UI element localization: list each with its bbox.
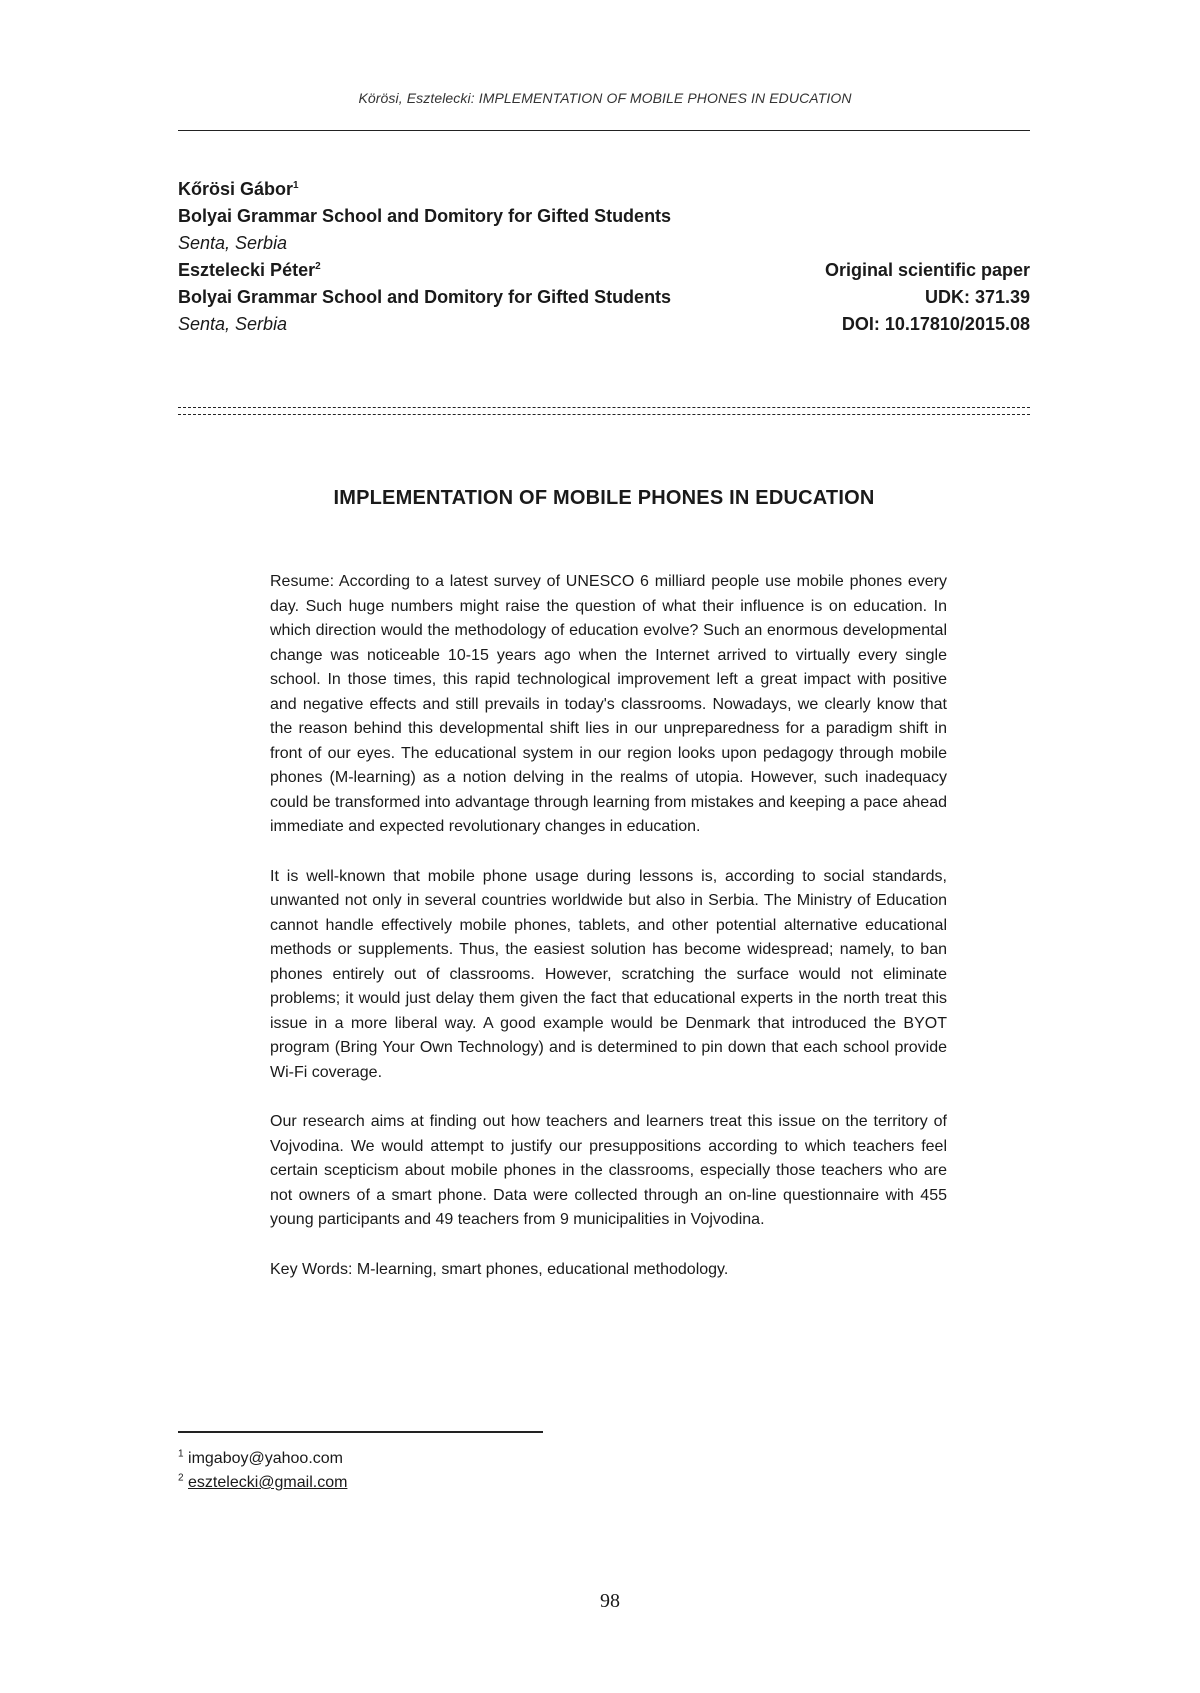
author-2-institution: Bolyai Grammar School and Domitory for Gifted Students: [178, 287, 672, 307]
footnote-mark-2: 2: [315, 261, 321, 272]
footnote-rule: [178, 1431, 543, 1433]
footnotes: [178, 1447, 347, 1495]
author-1-name-line: [178, 176, 1030, 203]
author-1-name: Kőrösi Gábor$^1$: [178, 179, 299, 199]
abstract-paragraph-1: Resume: According to a latest survey of UNESCO 6 milliard people use mobile phones every day. Such huge numbers might raise the question of what their influence is on education. In which direction would the methodology of education evolve? Such an enormous developmental change was noticeable 10-15 years ago when the Internet arrived to virtually every single school. In those times, this rapid technological improvement left a great impact with positive and negative effects and still prevails in today's classrooms. Nowadays, we clearly know that the reason behind this developmental shift lies in our unpreparedness for a paradigm shift in front of our eyes. The educational system in our region looks upon pedagogy through mobile phones (M-learning) as a notion delving in the realms of utopia. However, such inadequacy could be transformed into advantage through learning from mistakes and keeping a pace ahead immediate and expected revolutionary changes in education.: [270, 573, 947, 835]
keywords: Key Words: M-learning, smart phones, educational methodology.: [270, 1260, 729, 1278]
author-1-institution: Bolyai Grammar School and Domitory for Gifted Students: [178, 206, 672, 226]
paper-title: IMPLEMENTATION OF MOBILE PHONES IN EDUCATION: [333, 487, 875, 509]
author-2-name-line: [178, 257, 1030, 284]
footnote-mark-1: 1: [293, 180, 299, 191]
abstract: [270, 570, 947, 1307]
separator-rule: [178, 405, 1030, 417]
header-rule: [178, 130, 1030, 131]
author-block: [178, 176, 1030, 338]
author-1-location-line: [178, 230, 1030, 257]
doi: DOI: 10.17810/2015.08: [841, 314, 1030, 334]
footnote-2-mark: 2: [178, 1472, 184, 1484]
separator-bars: [178, 407, 1030, 415]
footnote-1-mark: 1: [178, 1448, 184, 1460]
running-header: Körösi, Esztelecki: IMPLEMENTATION OF MOBILE PHONES IN EDUCATION: [358, 90, 852, 106]
footnote-1-email: imgaboy@yahoo.com: [188, 1450, 343, 1467]
author-2-location: Senta, Serbia: [178, 314, 288, 334]
author-1-institution-line: [178, 203, 1030, 230]
paper-type: Original scientific paper: [824, 260, 1030, 280]
footnote-2-email-link[interactable]: esztelecki@gmail.com: [188, 1474, 348, 1491]
author-1-location: Senta, Serbia: [178, 233, 288, 253]
page-number: 98: [600, 1590, 620, 1612]
udk-code: UDK: 371.39: [924, 287, 1030, 307]
abstract-paragraph-3: Our research aims at finding out how teachers and learners treat this issue on the territory of Vojvodina. We would attempt to justify our presuppositions according to which teachers feel certain scepticism about mobile phones in the classrooms, especially those teachers who are not owners of a smart phone. Data were collected through an on-line questionnaire with 455 young participants and 49 teachers from 9 municipalities in Vojvodina.: [270, 1113, 947, 1228]
author-2-name: Esztelecki Péter$^2$: [178, 260, 321, 280]
abstract-paragraph-2: It is well-known that mobile phone usage during lessons is, according to social standards, unwanted not only in several countries worldwide but also in Serbia. The Ministry of Education cannot handle effectively mobile phones, tablets, and other potential alternative educational methods or supplements. Thus, the easiest solution has become widespread; namely, to ban phones entirely out of classrooms. However, scratching the surface would not eliminate problems; it would just delay them given the fact that educational experts in the north treat this issue in a more liberal way. A good example would be Denmark that introduced the BYOT program (Bring Your Own Technology) and is determined to pin down that each school provide Wi-Fi coverage.: [270, 867, 947, 1081]
author-2-location-line: [178, 311, 1030, 338]
footnote-1: [178, 1447, 347, 1471]
author-2-institution-line: [178, 284, 1030, 311]
footnote-2[interactable]: [178, 1471, 347, 1495]
